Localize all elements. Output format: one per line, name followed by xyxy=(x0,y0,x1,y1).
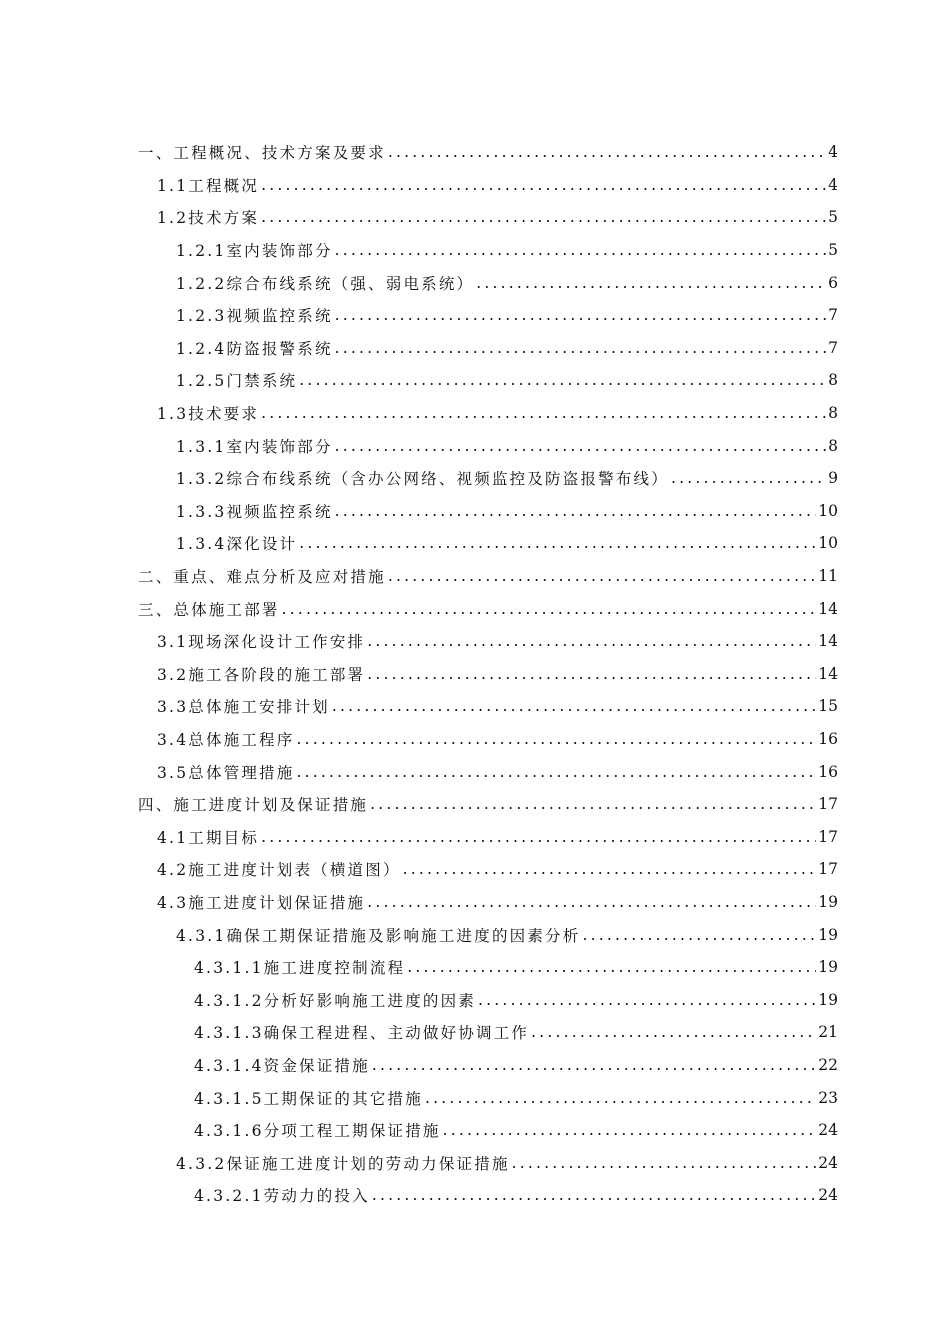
toc-leader-dots xyxy=(478,991,816,1009)
toc-page-number: 19 xyxy=(818,990,838,1009)
toc-entry[interactable] xyxy=(0,820,838,853)
toc-page-number: 14 xyxy=(818,664,838,683)
toc-page-number: 10 xyxy=(818,501,838,520)
toc-entry[interactable] xyxy=(0,397,838,430)
toc-leader-dots xyxy=(335,306,826,324)
toc-entry[interactable] xyxy=(0,1146,838,1179)
toc-title: 1.3.1室内装饰部分 xyxy=(176,435,333,457)
toc-entry[interactable] xyxy=(0,1114,838,1147)
toc-title: 3.3总体施工安排计划 xyxy=(157,695,330,717)
toc-page-number: 21 xyxy=(818,1023,838,1042)
toc-title: 1.2.2综合布线系统（强、弱电系统） xyxy=(176,272,474,294)
toc-leader-dots xyxy=(512,1154,817,1172)
toc-entry[interactable] xyxy=(0,690,838,723)
toc-entry[interactable] xyxy=(0,462,838,495)
toc-leader-dots xyxy=(261,176,826,194)
toc-title: 4.3.1确保工期保证措施及影响施工进度的因素分析 xyxy=(176,924,580,946)
toc-leader-dots xyxy=(407,958,816,976)
toc-leader-dots xyxy=(261,404,826,422)
toc-page-number: 22 xyxy=(818,1055,838,1074)
toc-leader-dots xyxy=(372,1186,816,1204)
toc-page-number: 14 xyxy=(818,599,838,618)
toc-title: 4.2施工进度计划表（横道图） xyxy=(157,858,401,880)
toc-leader-dots xyxy=(299,534,816,552)
toc-entry[interactable] xyxy=(0,788,838,821)
toc-page-number: 16 xyxy=(818,762,838,781)
toc-entry[interactable] xyxy=(0,755,838,788)
toc-entry[interactable] xyxy=(0,1179,838,1212)
toc-entry[interactable] xyxy=(0,169,838,202)
toc-title: 1.2.1室内装饰部分 xyxy=(176,239,333,261)
toc-title: 1.2.5门禁系统 xyxy=(176,369,297,391)
toc-title: 4.3.2.1劳动力的投入 xyxy=(194,1184,370,1206)
toc-entry[interactable] xyxy=(0,429,838,462)
toc-title: 4.3.1.5工期保证的其它措施 xyxy=(194,1087,423,1109)
toc-leader-dots xyxy=(332,697,816,715)
toc-entry[interactable] xyxy=(0,886,838,919)
toc-leader-dots xyxy=(296,730,816,748)
toc-leader-dots xyxy=(388,143,826,161)
toc-page-number: 19 xyxy=(818,925,838,944)
toc-leader-dots xyxy=(335,502,817,520)
toc-page-number: 19 xyxy=(818,958,838,977)
toc-page-number: 7 xyxy=(828,306,838,325)
toc-page-number: 24 xyxy=(818,1121,838,1140)
toc-entry[interactable] xyxy=(0,234,838,267)
toc-leader-dots xyxy=(443,1121,817,1139)
toc-leader-dots xyxy=(582,926,816,944)
toc-page-number: 23 xyxy=(818,1088,838,1107)
toc-page-number: 8 xyxy=(828,371,838,390)
toc-page-number: 4 xyxy=(828,143,838,162)
toc-leader-dots xyxy=(388,567,816,585)
toc-title: 1.1工程概况 xyxy=(157,174,259,196)
toc-page-number: 9 xyxy=(828,469,838,488)
toc-title: 4.3.1.2分析好影响施工进度的因素 xyxy=(194,989,476,1011)
toc-title: 4.3施工进度计划保证措施 xyxy=(157,891,365,913)
toc-title: 四、施工进度计划及保证措施 xyxy=(138,793,368,815)
toc-title: 1.2.3视频监控系统 xyxy=(176,304,333,326)
toc-entry[interactable] xyxy=(0,299,838,332)
toc-title: 一、工程概况、技术方案及要求 xyxy=(138,141,386,163)
toc-leader-dots xyxy=(335,437,826,455)
toc-title: 4.3.1.1施工进度控制流程 xyxy=(194,956,405,978)
toc-title: 4.3.1.6分项工程工期保证措施 xyxy=(194,1119,441,1141)
toc-entry[interactable] xyxy=(0,658,838,691)
toc-title: 3.4总体施工程序 xyxy=(157,728,294,750)
toc-page-number: 14 xyxy=(818,632,838,651)
toc-leader-dots xyxy=(261,828,816,846)
toc-title: 4.1工期目标 xyxy=(157,826,259,848)
toc-title: 二、重点、难点分析及应对措施 xyxy=(138,565,386,587)
toc-leader-dots xyxy=(367,632,816,650)
toc-page-number: 15 xyxy=(818,697,838,716)
toc-leader-dots xyxy=(335,241,826,259)
toc-leader-dots xyxy=(335,339,826,357)
toc-title: 3.2施工各阶段的施工部署 xyxy=(157,663,365,685)
toc-page-number: 19 xyxy=(818,892,838,911)
toc-entry[interactable] xyxy=(0,136,838,169)
toc-entry[interactable] xyxy=(0,1016,838,1049)
toc-leader-dots xyxy=(403,860,817,878)
toc-entry[interactable] xyxy=(0,592,838,625)
toc-leader-dots xyxy=(296,763,816,781)
toc-page-number: 8 xyxy=(828,404,838,423)
toc-entry[interactable] xyxy=(0,951,838,984)
toc-leader-dots xyxy=(367,665,816,683)
toc-entry[interactable] xyxy=(0,560,838,593)
toc-page-number: 4 xyxy=(828,175,838,194)
toc-page-number: 7 xyxy=(828,338,838,357)
toc-title: 3.1现场深化设计工作安排 xyxy=(157,630,365,652)
toc-entry[interactable] xyxy=(0,983,838,1016)
toc-leader-dots xyxy=(299,371,826,389)
toc-title: 4.3.1.4资金保证措施 xyxy=(194,1054,370,1076)
toc-page-number: 6 xyxy=(828,273,838,292)
toc-leader-dots xyxy=(370,795,816,813)
toc-page-number: 24 xyxy=(818,1186,838,1205)
toc-leader-dots xyxy=(476,274,826,292)
toc-page-number: 17 xyxy=(818,795,838,814)
toc-title: 4.3.1.3确保工程进程、主动做好协调工作 xyxy=(194,1021,529,1043)
toc-title: 1.3.4深化设计 xyxy=(176,532,297,554)
toc-page-number: 5 xyxy=(828,208,838,227)
toc-entry[interactable] xyxy=(0,266,838,299)
toc-leader-dots xyxy=(261,208,826,226)
toc-entry[interactable] xyxy=(0,723,838,756)
toc-leader-dots xyxy=(372,1056,816,1074)
toc-title: 三、总体施工部署 xyxy=(138,598,280,620)
toc-title: 3.5总体管理措施 xyxy=(157,761,294,783)
toc-leader-dots xyxy=(671,469,826,487)
toc-leader-dots xyxy=(425,1089,816,1107)
toc-title: 1.3技术要求 xyxy=(157,402,259,424)
toc-title: 4.3.2保证施工进度计划的劳动力保证措施 xyxy=(176,1152,510,1174)
toc-page-number: 16 xyxy=(818,729,838,748)
toc-entry[interactable] xyxy=(0,332,838,365)
toc-title: 1.2技术方案 xyxy=(157,206,259,228)
toc-entry[interactable] xyxy=(0,495,838,528)
toc-page-number: 17 xyxy=(818,860,838,879)
toc-title: 1.3.3视频监控系统 xyxy=(176,500,333,522)
toc-title: 1.2.4防盗报警系统 xyxy=(176,337,333,359)
toc-page-number: 8 xyxy=(828,436,838,455)
toc-entry[interactable] xyxy=(0,625,838,658)
toc-entry[interactable] xyxy=(0,853,838,886)
toc-title: 1.3.2综合布线系统（含办公网络、视频监控及防盗报警布线） xyxy=(176,467,669,489)
toc-page-number: 11 xyxy=(818,567,838,586)
toc-entry[interactable] xyxy=(0,1081,838,1114)
toc-entry[interactable] xyxy=(0,1049,838,1082)
table-of-contents xyxy=(0,136,950,1212)
toc-leader-dots xyxy=(531,1023,816,1041)
toc-page-number: 24 xyxy=(818,1153,838,1172)
toc-entry[interactable] xyxy=(0,918,838,951)
toc-leader-dots xyxy=(282,600,817,618)
toc-page-number: 5 xyxy=(828,241,838,260)
toc-page-number: 10 xyxy=(818,534,838,553)
toc-entry[interactable] xyxy=(0,364,838,397)
toc-page-number: 17 xyxy=(818,827,838,846)
toc-leader-dots xyxy=(367,893,816,911)
toc-entry[interactable] xyxy=(0,527,838,560)
toc-entry[interactable] xyxy=(0,201,838,234)
